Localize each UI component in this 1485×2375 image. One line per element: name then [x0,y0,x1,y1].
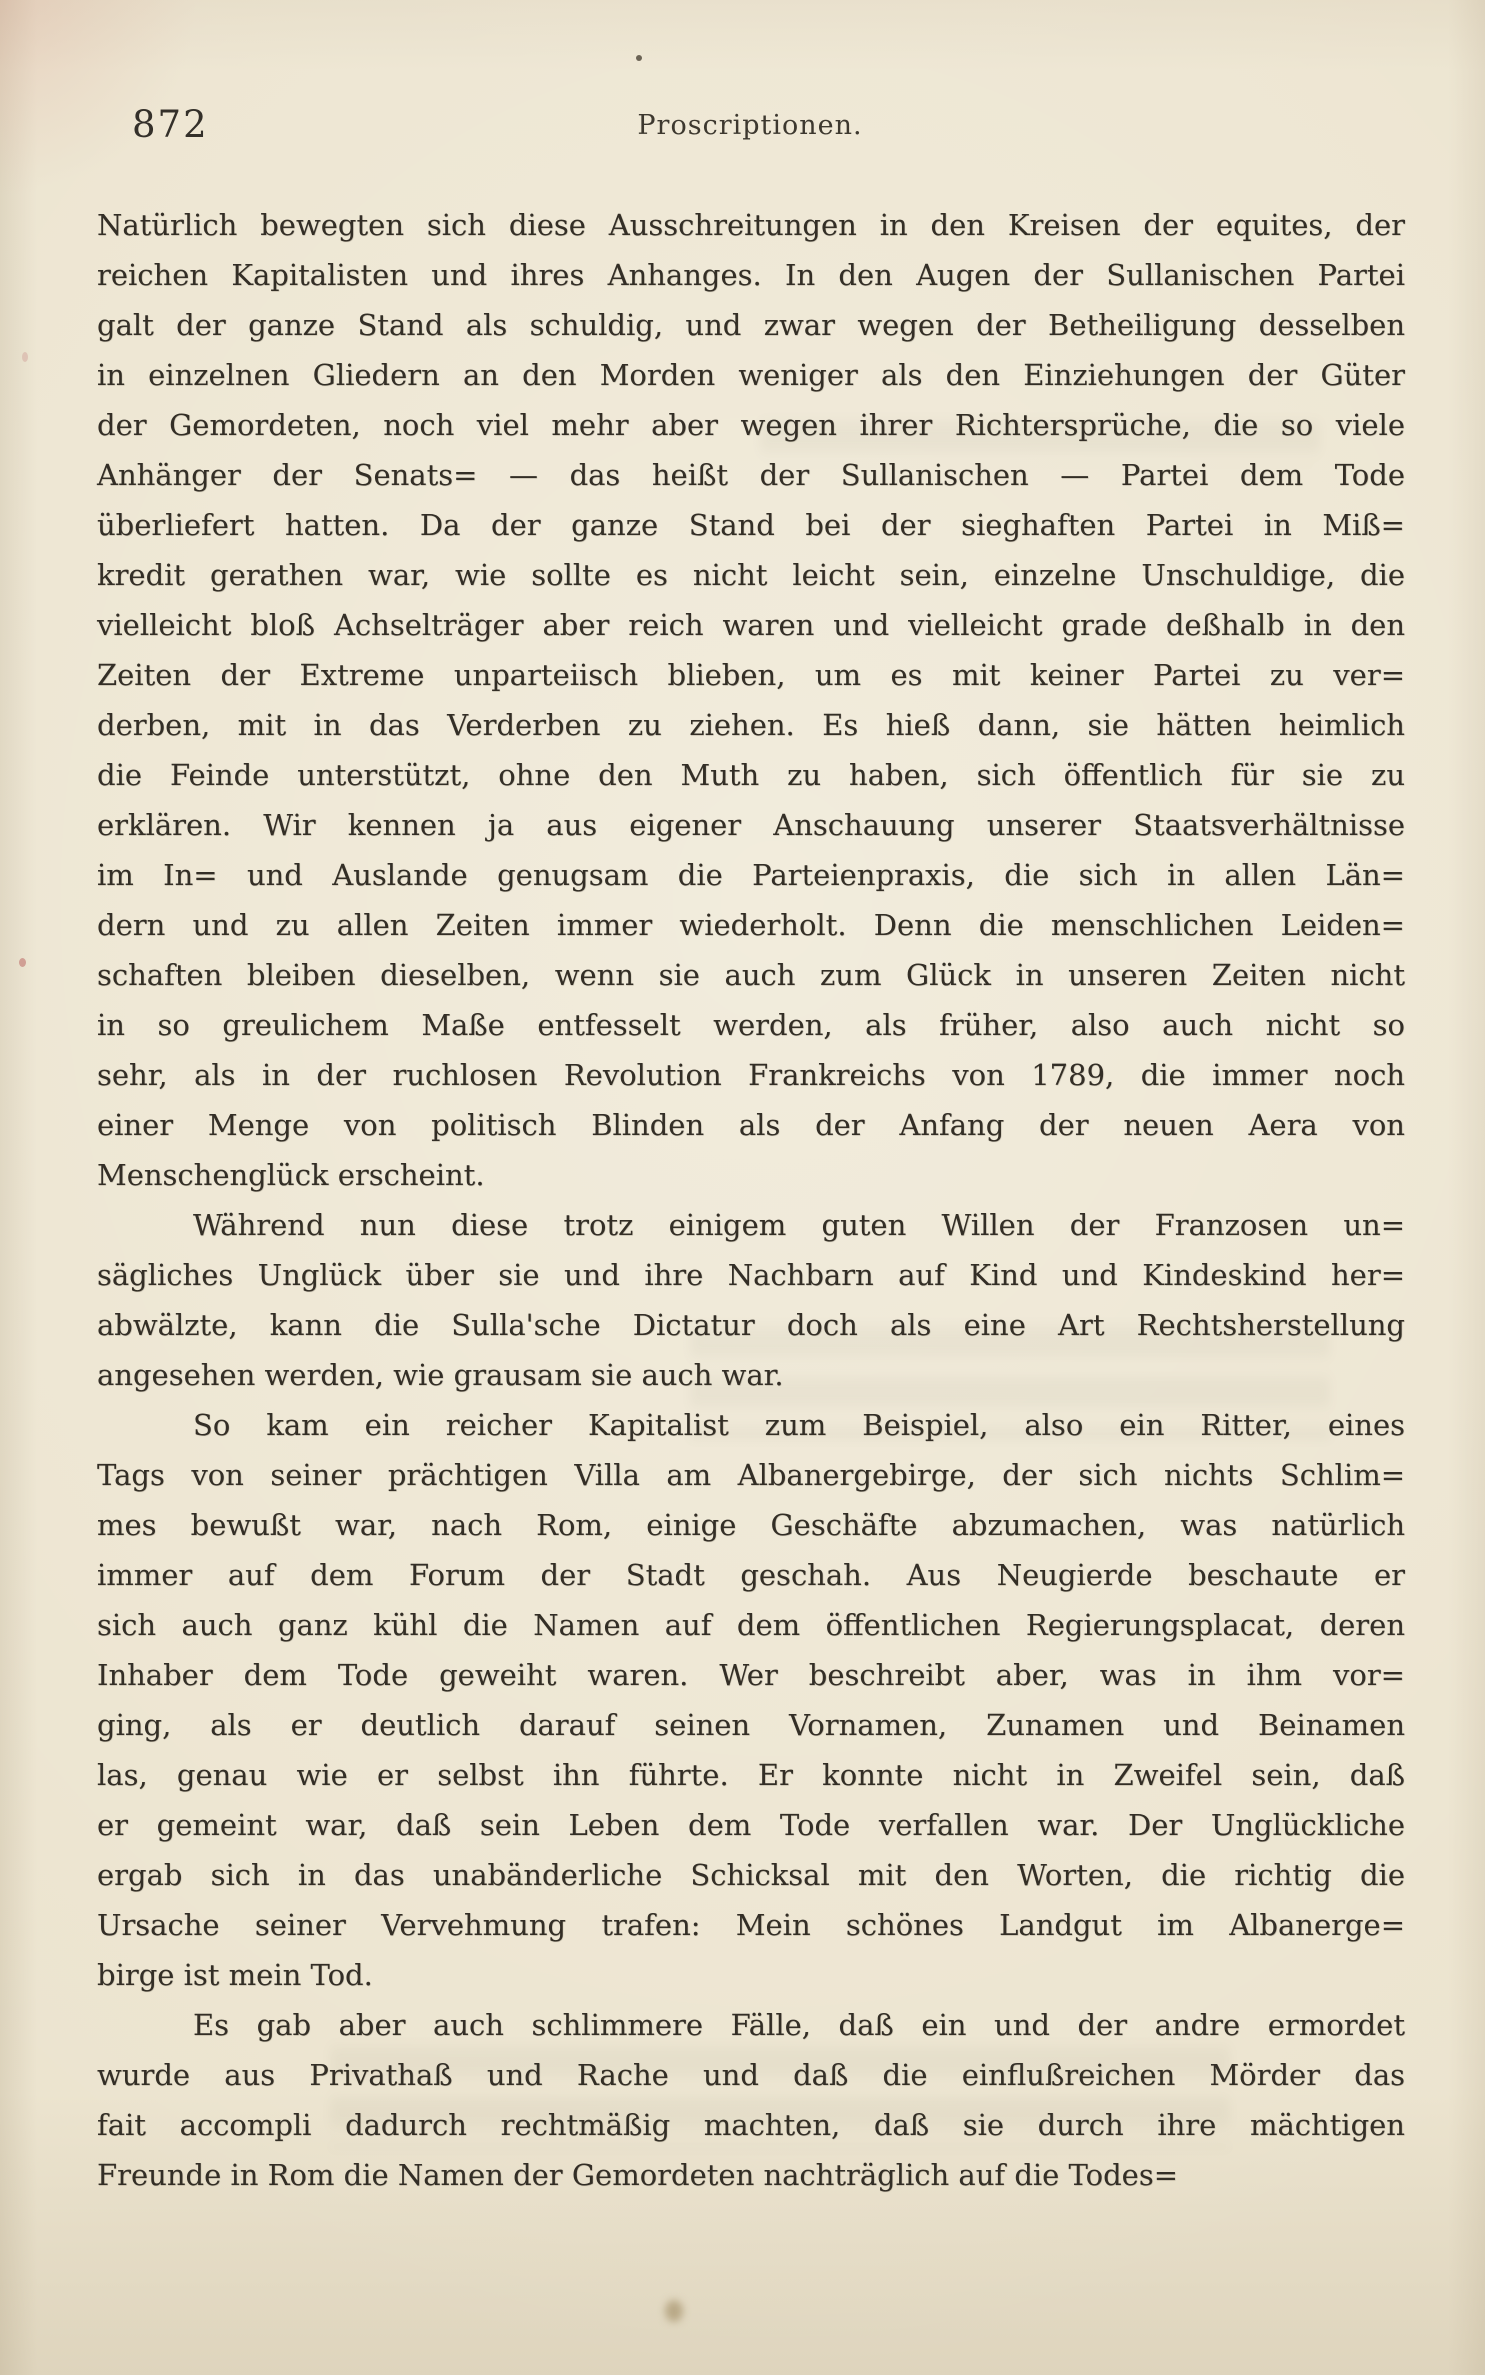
text-line: abwälzte, kann die Sulla'sche Dictatur doch als eine Art Rechtsherstellung [97,1308,1405,1342]
text-line: fait accompli dadurch rechtmäßig machten, daß sie durch ihre mächtigen [97,2108,1405,2142]
text-line: Anhänger der Senats= — das heißt der Sullanischen — Partei dem Tode [97,458,1405,492]
text-line: So kam ein reicher Kapitalist zum Beispiel, also ein Ritter, eines [193,1408,1405,1442]
text-line: sägliches Unglück über sie und ihre Nachbarn auf Kind und Kindeskind her= [97,1258,1405,1292]
text-line: derben, mit in das Verderben zu ziehen. Es hieß dann, sie hätten heimlich [97,708,1405,742]
text-line: mes bewußt war, nach Rom, einige Geschäfte abzumachen, was natürlich [97,1508,1405,1542]
text-block [97,200,1405,2200]
text-line: wurde aus Privathaß und Rache und daß die einflußreichen Mörder das [97,2058,1405,2092]
text-line: in einzelnen Gliedern an den Morden weniger als den Einziehungen der Güter [97,358,1405,392]
paragraph [97,1400,1405,2000]
text-line: Freunde in Rom die Namen der Gemordeten nachträglich auf die Todes= [97,2158,1179,2192]
text-line: angesehen werden, wie grausam sie auch war. [97,1358,784,1392]
text-line: Es gab aber auch schlimmere Fälle, daß ein und der andre ermordet [193,2008,1405,2042]
text-line: schaften bleiben dieselben, wenn sie auch zum Glück in unseren Zeiten nicht [97,958,1405,992]
paper-speck [636,55,642,61]
text-line: Inhaber dem Tode geweiht waren. Wer beschreibt aber, was in ihm vor= [97,1658,1405,1692]
text-line: Menschenglück erscheint. [97,1158,485,1192]
text-line: dern und zu allen Zeiten immer wiederholt. Denn die menschlichen Leiden= [97,908,1405,942]
text-line: er gemeint war, daß sein Leben dem Tode verfallen war. Der Unglückliche [97,1808,1405,1842]
text-line: galt der ganze Stand als schuldig, und zwar wegen der Betheiligung desselben [97,308,1405,342]
paper-speck [22,352,28,362]
paper-speck [19,958,26,967]
text-line: reichen Kapitalisten und ihres Anhanges. In den Augen der Sullanischen Partei [97,258,1405,292]
text-line: ergab sich in das unabänderliche Schicksal mit den Worten, die richtig die [97,1858,1405,1892]
paragraph [97,1200,1405,1400]
text-line: sehr, als in der ruchlosen Revolution Frankreichs von 1789, die immer noch [97,1058,1405,1092]
text-line: ging, als er deutlich darauf seinen Vornamen, Zunamen und Beinamen [97,1708,1405,1742]
text-line: immer auf dem Forum der Stadt geschah. Aus Neugierde beschaute er [97,1558,1405,1592]
text-line: einer Menge von politisch Blinden als der Anfang der neuen Aera von [97,1108,1405,1142]
page-number: 872 [132,103,209,146]
paper-speck [665,2300,683,2322]
text-line: birge ist mein Tod. [97,1958,373,1992]
paragraph [97,200,1405,1200]
text-line: vielleicht bloß Achselträger aber reich waren und vielleicht grade deßhalb in den [97,608,1405,642]
text-line: sich auch ganz kühl die Namen auf dem öffentlichen Regierungsplacat, deren [97,1608,1405,1642]
text-line: Zeiten der Extreme unparteiisch blieben, um es mit keiner Partei zu ver= [97,658,1405,692]
text-line: die Feinde unterstützt, ohne den Muth zu haben, sich öffentlich für sie zu [97,758,1405,792]
text-line: Ursache seiner Vervehmung trafen: Mein schönes Landgut im Albanerge= [97,1908,1405,1942]
text-line: überliefert hatten. Da der ganze Stand bei der sieghaften Partei in Miß= [97,508,1405,542]
text-line: in so greulichem Maße entfesselt werden, als früher, also auch nicht so [97,1008,1405,1042]
text-line: erklären. Wir kennen ja aus eigener Anschauung unserer Staatsverhältnisse [97,808,1405,842]
text-line: Tags von seiner prächtigen Villa am Albanergebirge, der sich nichts Schlim= [97,1458,1405,1492]
running-title: Proscriptionen. [637,110,863,141]
text-line: im In= und Auslande genugsam die Parteienpraxis, die sich in allen Län= [97,858,1405,892]
text-line: las, genau wie er selbst ihn führte. Er konnte nicht in Zweifel sein, daß [97,1758,1405,1792]
text-line: Natürlich bewegten sich diese Ausschreitungen in den Kreisen der equites, der [97,208,1405,242]
text-line: Während nun diese trotz einigem guten Willen der Franzosen un= [193,1208,1405,1242]
paragraph [97,2000,1405,2200]
text-line: der Gemordeten, noch viel mehr aber wegen ihrer Richtersprüche, die so viele [97,408,1405,442]
text-line: kredit gerathen war, wie sollte es nicht leicht sein, einzelne Unschuldige, die [97,558,1405,592]
